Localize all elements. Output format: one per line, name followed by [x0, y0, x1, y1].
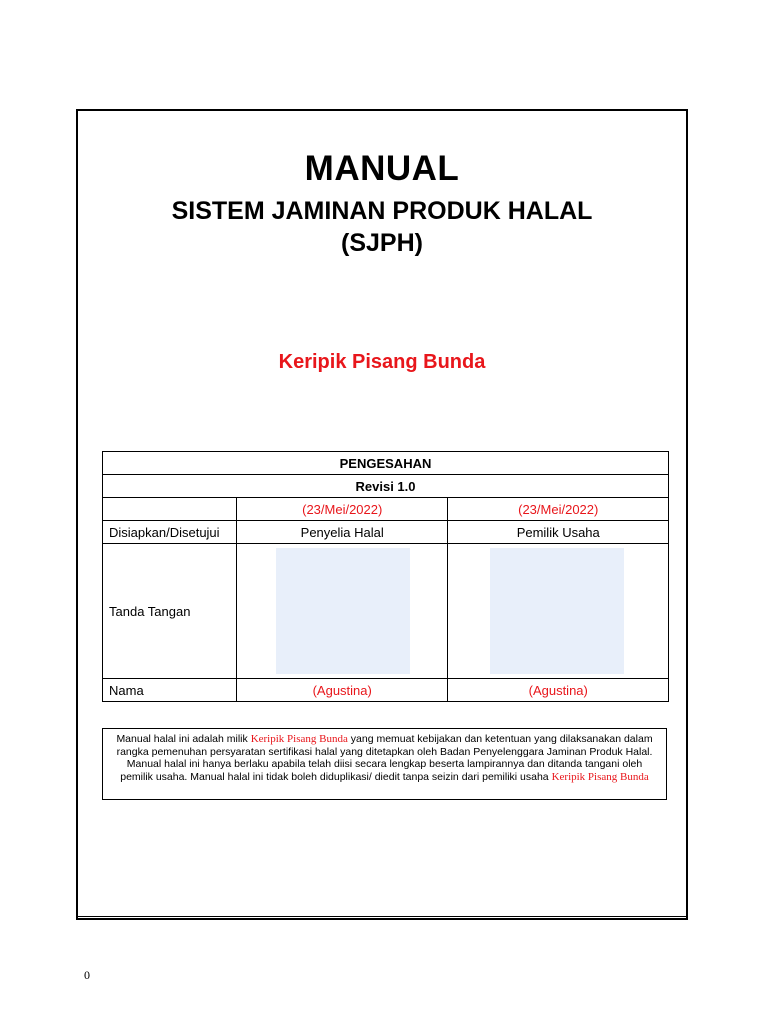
ownership-notice: [102, 728, 667, 800]
prepared-label: Disiapkan/Disetujui: [103, 521, 237, 544]
name-label: Nama: [103, 679, 237, 702]
revision-label: Revisi 1.0: [103, 475, 669, 498]
approval-header: PENGESAHAN: [103, 452, 669, 475]
name-penyelia: (Agustina): [236, 679, 448, 702]
notice-text-part2: yang memuat kebijakan dan ketentuan yang dilaksanakan dalam rangka pemenuhan persyaratan sertifikasi halal yang ditetapkan oleh Badan Penyelenggara Jaminan Produk Halal. Manual halal ini hanya berlaku apabila telah diisi secara lengkap beserta lampirannya dan ditanda tangani oleh pemilik usaha. Manual halal ini tidak boleh diduplikasi/ diedit tanpa seizin dari pemiliki usaha: [116, 733, 653, 783]
date-row-label: [103, 498, 237, 521]
company-name: Keripik Pisang Bunda: [278, 351, 486, 373]
page-number: 0: [84, 968, 90, 982]
signature-row: [103, 544, 669, 679]
date-cell-pemilik: (23/Mei/2022): [448, 498, 669, 521]
cover-frame: [76, 109, 688, 920]
document-subtitle: SISTEM JAMINAN PRODUK HALAL: [171, 197, 593, 225]
role-penyelia: Penyelia Halal: [236, 521, 448, 544]
document-title: MANUAL: [304, 149, 460, 188]
prepared-row: [103, 521, 669, 544]
name-pemilik: (Agustina): [448, 679, 669, 702]
date-row: [103, 498, 669, 521]
notice-company-name-2: Keripik Pisang Bunda: [551, 770, 649, 783]
role-pemilik: Pemilik Usaha: [448, 521, 669, 544]
document-subtitle-abbrev: (SJPH): [341, 229, 423, 257]
approval-table: [102, 451, 669, 702]
signature-cell-penyelia: [236, 544, 448, 679]
name-row: [103, 679, 669, 702]
signature-label: Tanda Tangan: [103, 544, 237, 679]
signature-cell-pemilik: [448, 544, 669, 679]
date-cell-penyelia: (23/Mei/2022): [236, 498, 448, 521]
signature-field-pemilik[interactable]: [490, 548, 624, 674]
notice-text-part1: Manual halal ini adalah milik: [116, 733, 251, 745]
frame-bottom-rule: [76, 916, 688, 917]
notice-company-name: Keripik Pisang Bunda: [250, 733, 348, 745]
approval-header-row: [103, 452, 669, 475]
revision-row: [103, 475, 669, 498]
signature-field-penyelia[interactable]: [276, 548, 410, 674]
